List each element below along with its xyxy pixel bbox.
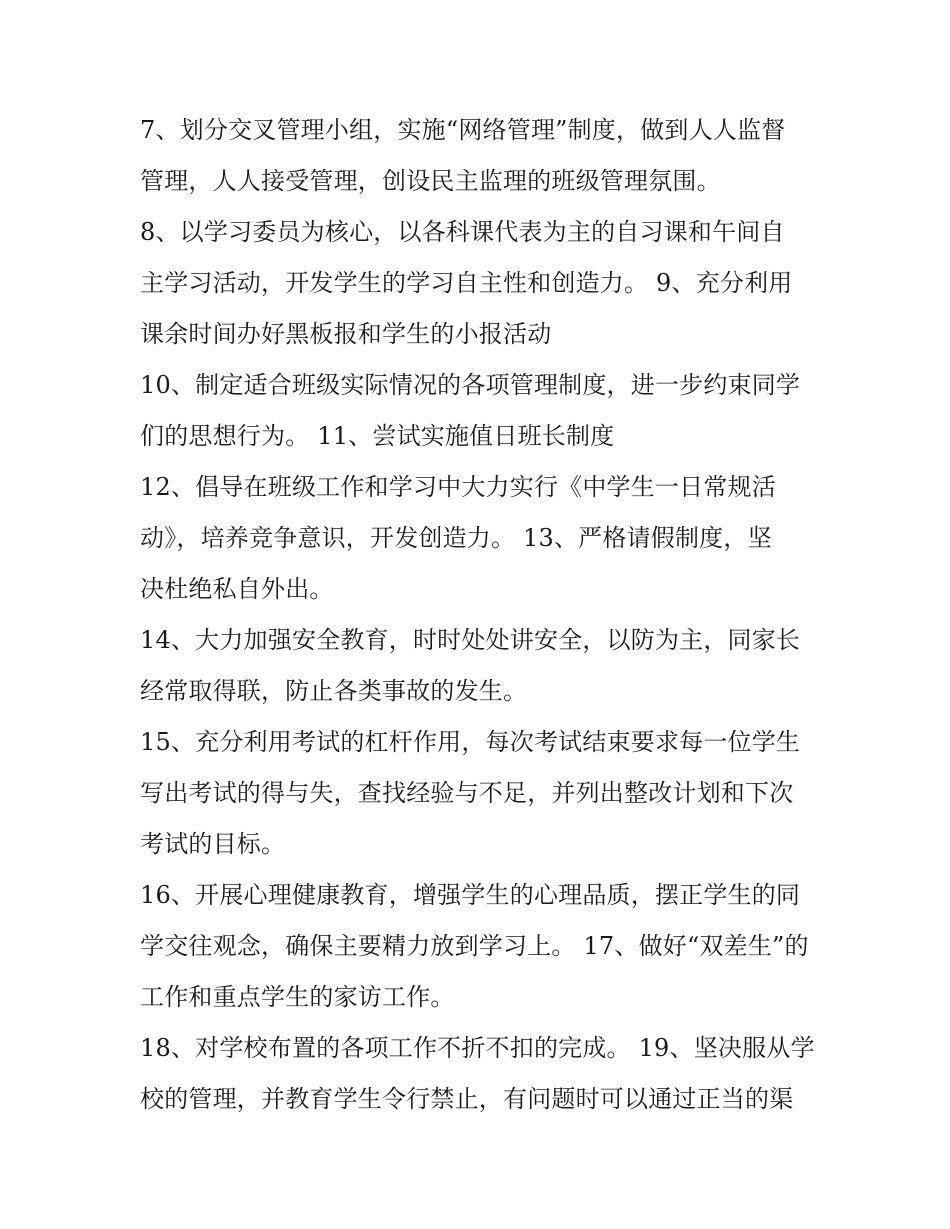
text-line: 14、大力加强安全教育，时时处处讲安全，以防为主，同家长 xyxy=(140,626,801,654)
text-line: 主学习活动，开发学生的学习自主性和创造力。 9、充分利用 xyxy=(140,269,793,297)
text-line: 动》，培养竞争意识，开发创造力。 13、严格请假制度，坚 xyxy=(140,524,772,552)
document-body xyxy=(140,105,830,1125)
text-line: 们的思想行为。 11、尝试实施值日班长制度 xyxy=(140,422,615,450)
text-line: 15、充分利用考试的杠杆作用，每次考试结束要求每一位学生 xyxy=(140,728,801,756)
text-line: 16、开展心理健康教育，增强学生的心理品质，摆正学生的同 xyxy=(140,881,801,909)
text-line: 决杜绝私自外出。 xyxy=(140,575,334,603)
text-line: 18、对学校布置的各项工作不折不扣的完成。 19、坚决服从学 xyxy=(140,1034,815,1062)
text-line: 课余时间办好黑板报和学生的小报活动 xyxy=(140,320,552,348)
text-line: 7、划分交叉管理小组，实施“网络管理”制度，做到人人监督 xyxy=(140,116,786,144)
text-line: 校的管理，并教育学生令行禁止，有问题时可以通过正当的渠 xyxy=(140,1085,794,1113)
text-line: 工作和重点学生的家访工作。 xyxy=(140,983,455,1011)
text-line: 12、倡导在班级工作和学习中大力实行《中学生一日常规活 xyxy=(140,473,776,501)
text-line: 写出考试的得与失，查找经验与不足，并列出整改计划和下次 xyxy=(140,779,794,807)
text-line: 管理，人人接受管理，创设民主监理的班级管理氛围。 xyxy=(140,167,721,195)
text-line: 10、制定适合班级实际情况的各项管理制度，进一步约束同学 xyxy=(140,371,801,399)
text-line: 学交往观念，确保主要精力放到学习上。 17、做好“双差生”的 xyxy=(140,932,809,960)
text-line: 8、以学习委员为核心，以各科课代表为主的自习课和午间自 xyxy=(140,218,785,246)
text-line: 考试的目标。 xyxy=(140,830,286,858)
text-line: 经常取得联，防止各类事故的发生。 xyxy=(140,677,528,705)
